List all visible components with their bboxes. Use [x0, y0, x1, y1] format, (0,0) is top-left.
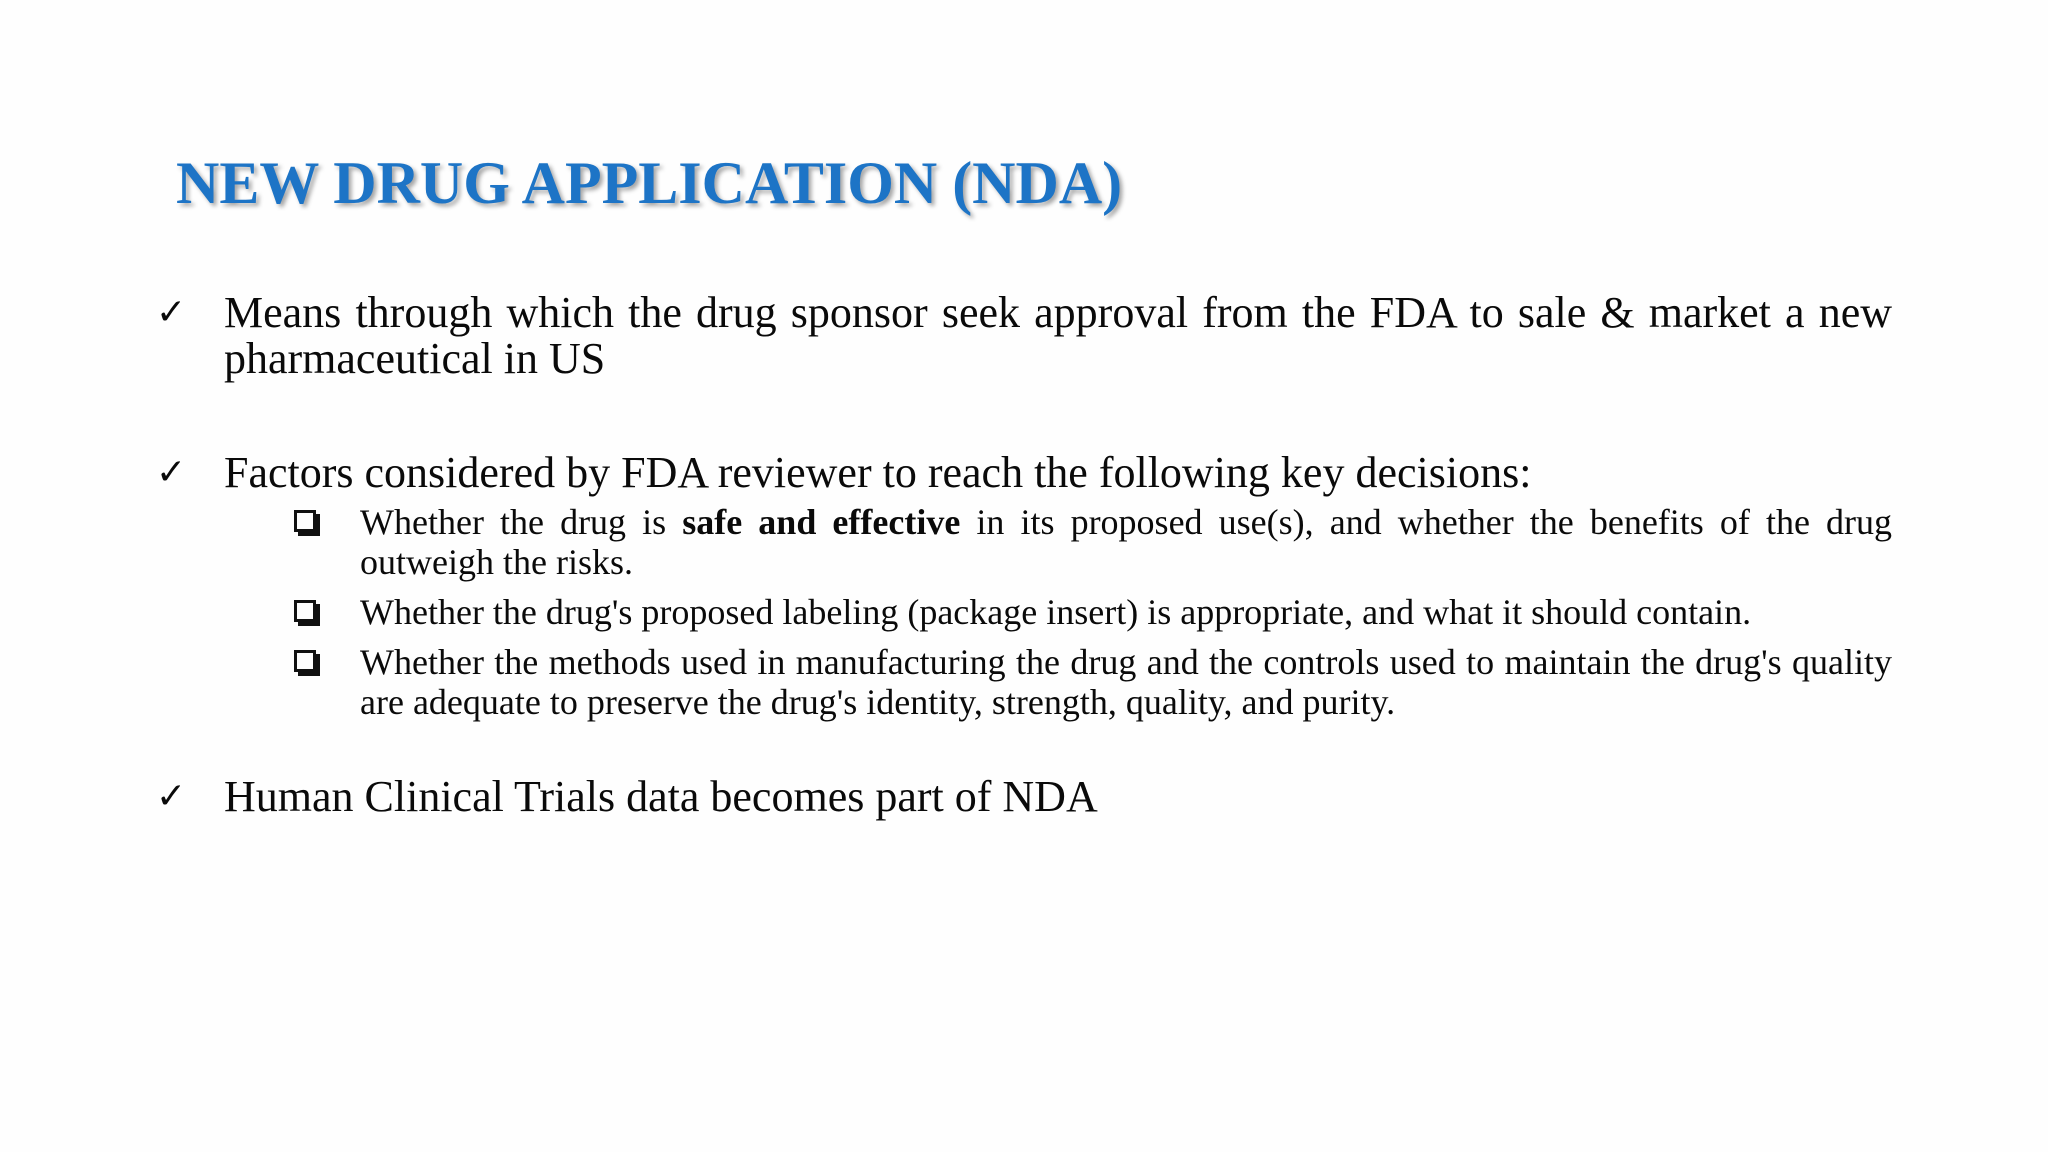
sub-bullet-text: Whether the drug is [360, 502, 683, 542]
check-icon: ✓ [156, 452, 187, 493]
sub-bullet-item [360, 502, 1892, 582]
sub-bullet-text: Whether the methods used in manufacturing the drug and the controls used to maintain the drug's quality are adequate to preserve the drug's identity, strength, quality, and purity. [360, 642, 1892, 722]
bullet-text: Means through which the drug sponsor seek approval from the FDA to sale & market a new pharmaceutical in US [224, 288, 1892, 383]
bullet-list [156, 290, 1892, 820]
sub-bullet-text: Whether the drug's proposed labeling (package insert) is appropriate, and what it should contain. [360, 592, 1752, 632]
bullet-item [156, 774, 1892, 820]
sub-bullet-bold-text: safe and effective [682, 502, 961, 542]
bullet-item [156, 290, 1892, 382]
sub-bullet-text: in its proposed use(s), and whether the benefits of the drug outweigh the risks. [360, 502, 1892, 582]
check-icon: ✓ [156, 292, 187, 333]
bullet-text: Factors considered by FDA reviewer to reach the following key decisions: [224, 448, 1532, 497]
square-bullet-icon [294, 650, 316, 672]
sub-bullet-list [224, 502, 1892, 722]
sub-bullet-item [360, 592, 1892, 632]
sub-bullet-item [360, 642, 1892, 722]
check-icon: ✓ [156, 776, 187, 817]
bullet-item [156, 450, 1892, 722]
square-bullet-icon [294, 600, 316, 622]
slide-title: NEW DRUG APPLICATION (NDA) [176, 150, 1123, 216]
bullet-text: Human Clinical Trials data becomes part of NDA [224, 772, 1098, 821]
square-bullet-icon [294, 510, 316, 532]
